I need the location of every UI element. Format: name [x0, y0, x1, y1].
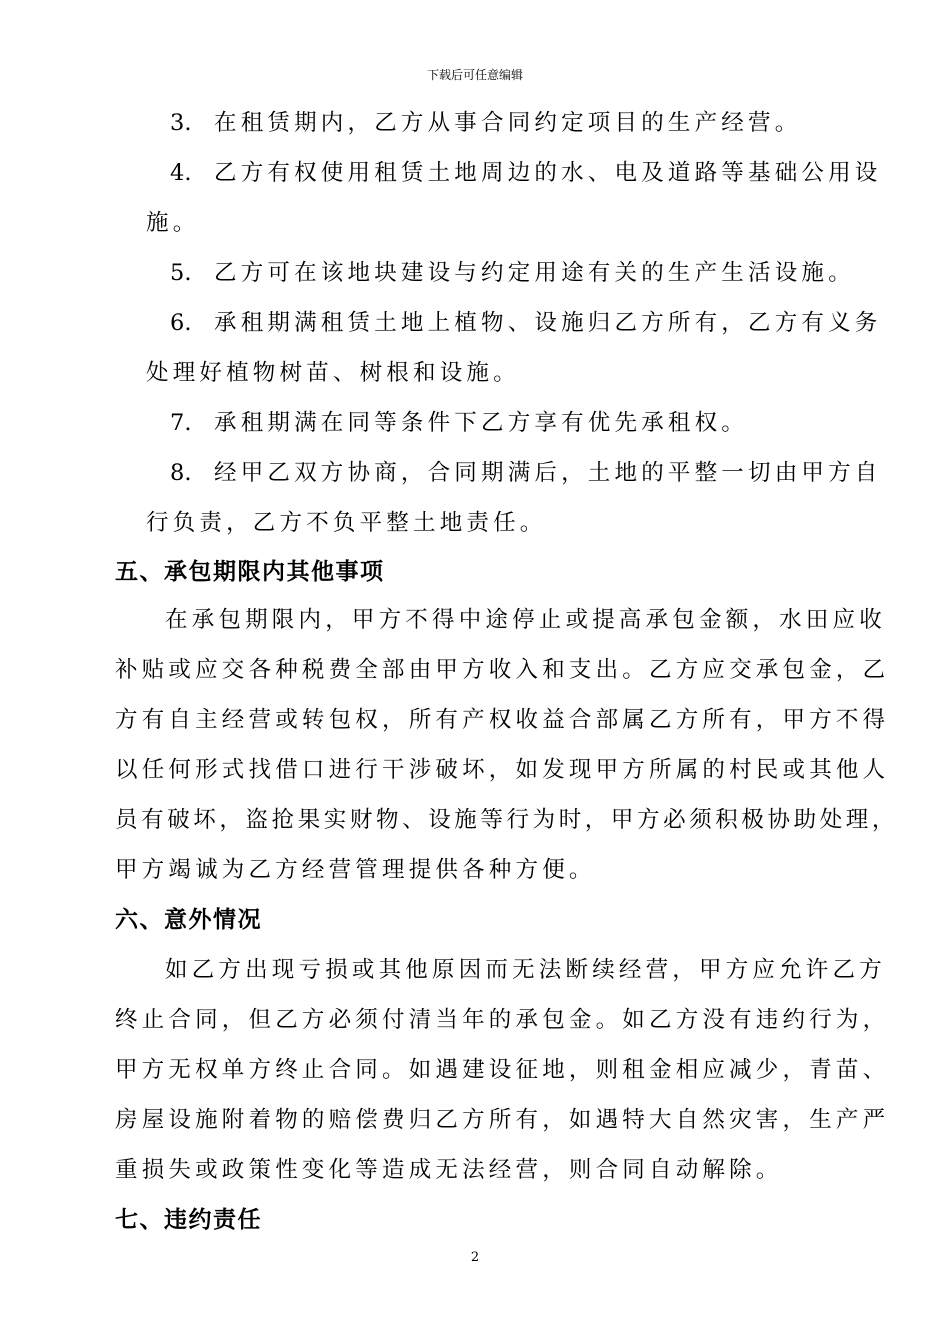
list-item-7	[170, 408, 748, 438]
paragraph-line: 员有破坏，盗抢果实财物、设施等行为时，甲方必须积极协助处理，	[115, 807, 899, 833]
paragraph-line: 甲方无权单方终止合同。如遇建设征地，则租金相应减少，青苗、	[115, 1057, 890, 1083]
item-number: 5.	[170, 260, 192, 286]
paragraph-line: 方有自主经营或转包权，所有产权收益合部属乙方所有，甲方不得	[115, 707, 890, 733]
list-item-8	[170, 458, 882, 488]
list-item-3	[170, 108, 801, 138]
item-text: 经甲乙双方协商，合同期满后，土地的平整一切由甲方自	[214, 460, 882, 486]
paragraph-line: 终止合同，但乙方必须付清当年的承包金。如乙方没有违约行为，	[115, 1007, 890, 1033]
paragraph-line: 甲方竭诚为乙方经营管理提供各种方便。	[115, 857, 596, 883]
item-text: 承租期满租赁土地上植物、设施归乙方所有，乙方有义务	[214, 310, 882, 336]
list-item-6-continued: 处理好植物树苗、树根和设施。	[146, 360, 520, 386]
paragraph-line: 重损失或政策性变化等造成无法经营，则合同自动解除。	[115, 1157, 783, 1183]
item-number: 7.	[170, 410, 192, 436]
item-text: 乙方可在该地块建设与约定用途有关的生产生活设施。	[214, 260, 855, 286]
paragraph-line: 在承包期限内，甲方不得中途停止或提高承包金额，水田应收	[165, 607, 886, 633]
list-item-4-continued: 施。	[146, 210, 200, 236]
item-number: 6.	[170, 310, 192, 336]
paragraph-line: 补贴或应交各种税费全部由甲方收入和支出。乙方应交承包金，乙	[115, 657, 890, 683]
section-heading-6: 六、意外情况	[115, 906, 262, 933]
list-item-4	[170, 158, 882, 188]
item-text: 乙方有权使用租赁土地周边的水、电及道路等基础公用设	[214, 160, 882, 186]
page-header: 下载后可任意编辑	[426, 68, 523, 82]
list-item-6	[170, 308, 882, 338]
item-number: 3.	[170, 110, 192, 136]
paragraph-line: 以任何形式找借口进行干涉破坏，如发现甲方所属的村民或其他人	[115, 757, 890, 783]
section-heading-5: 五、承包期限内其他事项	[115, 558, 385, 585]
paragraph-line: 如乙方出现亏损或其他原因而无法断续经营，甲方应允许乙方	[165, 957, 886, 983]
section-heading-7: 七、违约责任	[115, 1206, 262, 1233]
list-item-5	[170, 258, 855, 288]
page-number: 2	[470, 1250, 480, 1265]
item-text: 承租期满在同等条件下乙方享有优先承租权。	[214, 410, 749, 436]
item-number: 8.	[170, 460, 192, 486]
list-item-8-continued: 行负责，乙方不负平整土地责任。	[146, 510, 547, 536]
item-number: 4.	[170, 160, 192, 186]
paragraph-line: 房屋设施附着物的赔偿费归乙方所有，如遇特大自然灾害，生产严	[115, 1107, 890, 1133]
item-text: 在租赁期内，乙方从事合同约定项目的生产经营。	[214, 110, 802, 136]
